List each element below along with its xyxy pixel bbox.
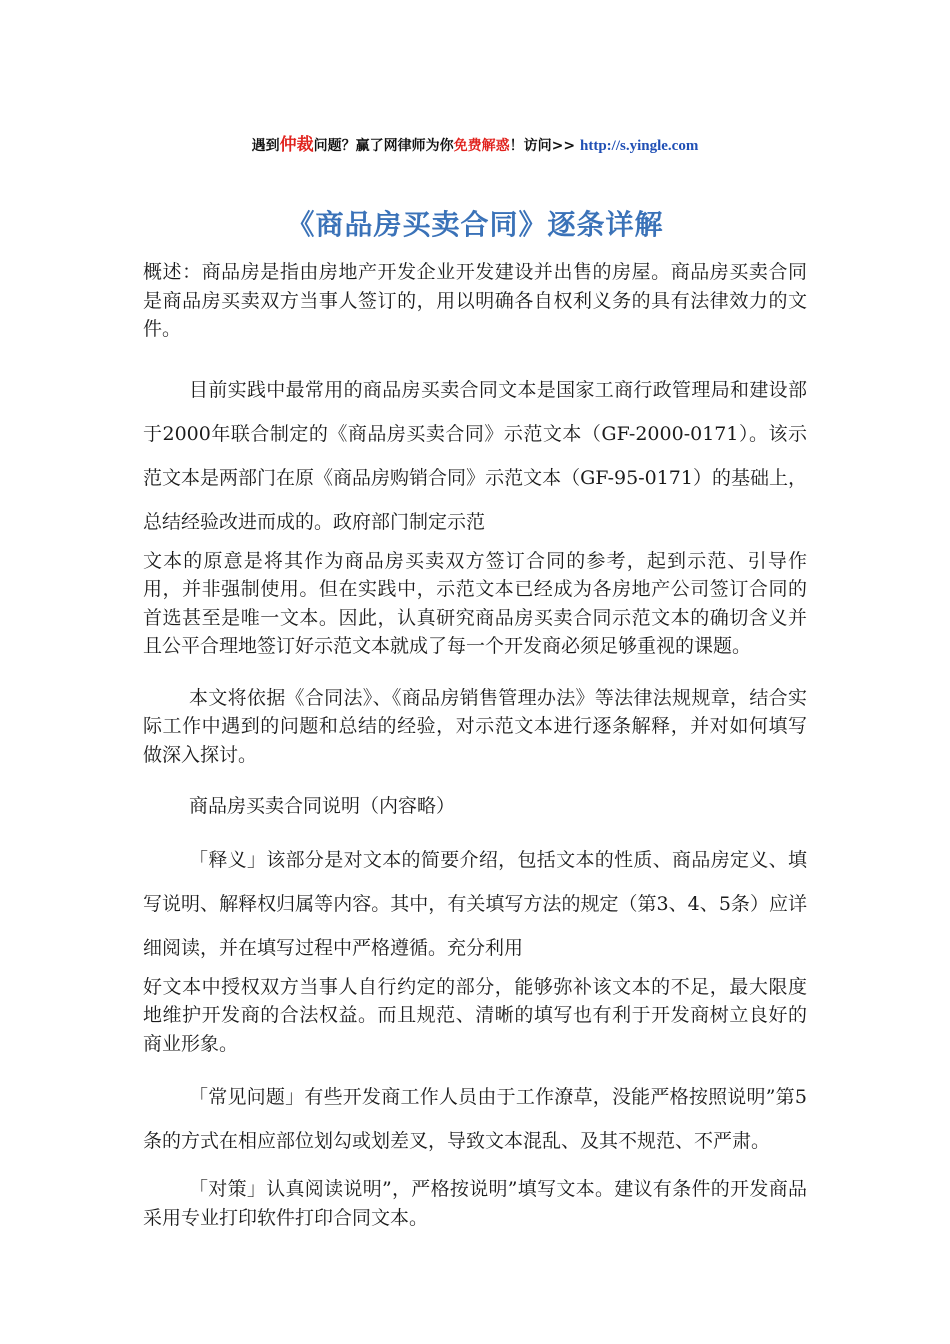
paragraph-model-text: 目前实践中最常用的商品房买卖合同文本是国家工商行政管理局和建设部于2000年联合制定的《商品房买卖合同》示范文本（GF-2000-0171）。该示范文本是两部门在原《商品房购销合同》示范文本（GF-95-0171）的基础上，总结经验改进而成的。政府部门制定示范 <box>143 378 807 533</box>
banner-highlight-arbitration: 仲裁 <box>279 135 314 155</box>
paragraph-basis: 本文将依据《合同法》、《商品房销售管理办法》等法律法规规章，结合实际工作中遇到的问题和总结的经验，对示范文本进行逐条解释，并对如何填写做深入探讨。 <box>143 686 807 766</box>
paragraph-model-purpose: 文本的原意是将其作为商品房买卖双方签订合同的参考，起到示范、引导作用，并非强制使用。但在实践中，示范文本已经成为各房地产公司签订合同的首选甚至是唯一文本。因此，认真研究商品房买卖合同示范文本的确切含义并且公平合理地签订好示范文本就成了每一个开发商必须足够重视的课题。 <box>143 549 807 657</box>
document-title: 《商品房买卖合同》逐条详解 <box>286 208 664 241</box>
paragraph-common-issues: 「常见问题」有些开发商工作人员由于工作潦草，没能严格按照说明”第5条的方式在相应部位划勾或划差叉，导致文本混乱、及其不规范、不严肃。 <box>143 1086 807 1152</box>
banner-link[interactable]: http://s.yingle.com <box>580 138 699 154</box>
document-body <box>143 258 807 1232</box>
promo-banner <box>0 130 950 155</box>
paragraph-definition-cont: 好文本中授权双方当事人自行约定的部分，能够弥补该文本的不足，最大限度地维护开发商的合法权益。而且规范、清晰的填写也有利于开发商树立良好的商业形象。 <box>143 975 807 1055</box>
paragraph-contract-description: 商品房买卖合同说明（内容略） <box>189 795 456 817</box>
banner-text-2: 问题？赢了网律师为你 <box>313 138 454 154</box>
paragraph-countermeasures: 「对策」认真阅读说明”，严格按说明”填写文本。建议有条件的开发商品采用专业打印软件打印合同文本。 <box>143 1178 807 1229</box>
banner-highlight-free: 免费解惑 <box>453 138 510 154</box>
paragraph-definition: 「释义」该部分是对文本的简要介绍，包括文本的性质、商品房定义、填写说明、解释权归属等内容。其中，有关填写方法的规定（第3、4、5条）应详细阅读，并在填写过程中严格遵循。充分利用 <box>143 848 807 959</box>
banner-text-3: ！访问>> <box>509 138 580 154</box>
paragraph-overview: 概述：商品房是指由房地产开发企业开发建设并出售的房屋。商品房买卖合同是商品房买卖双方当事人签订的，用以明确各自权利义务的具有法律效力的文件。 <box>143 261 807 340</box>
banner-text-1: 遇到 <box>251 138 280 154</box>
